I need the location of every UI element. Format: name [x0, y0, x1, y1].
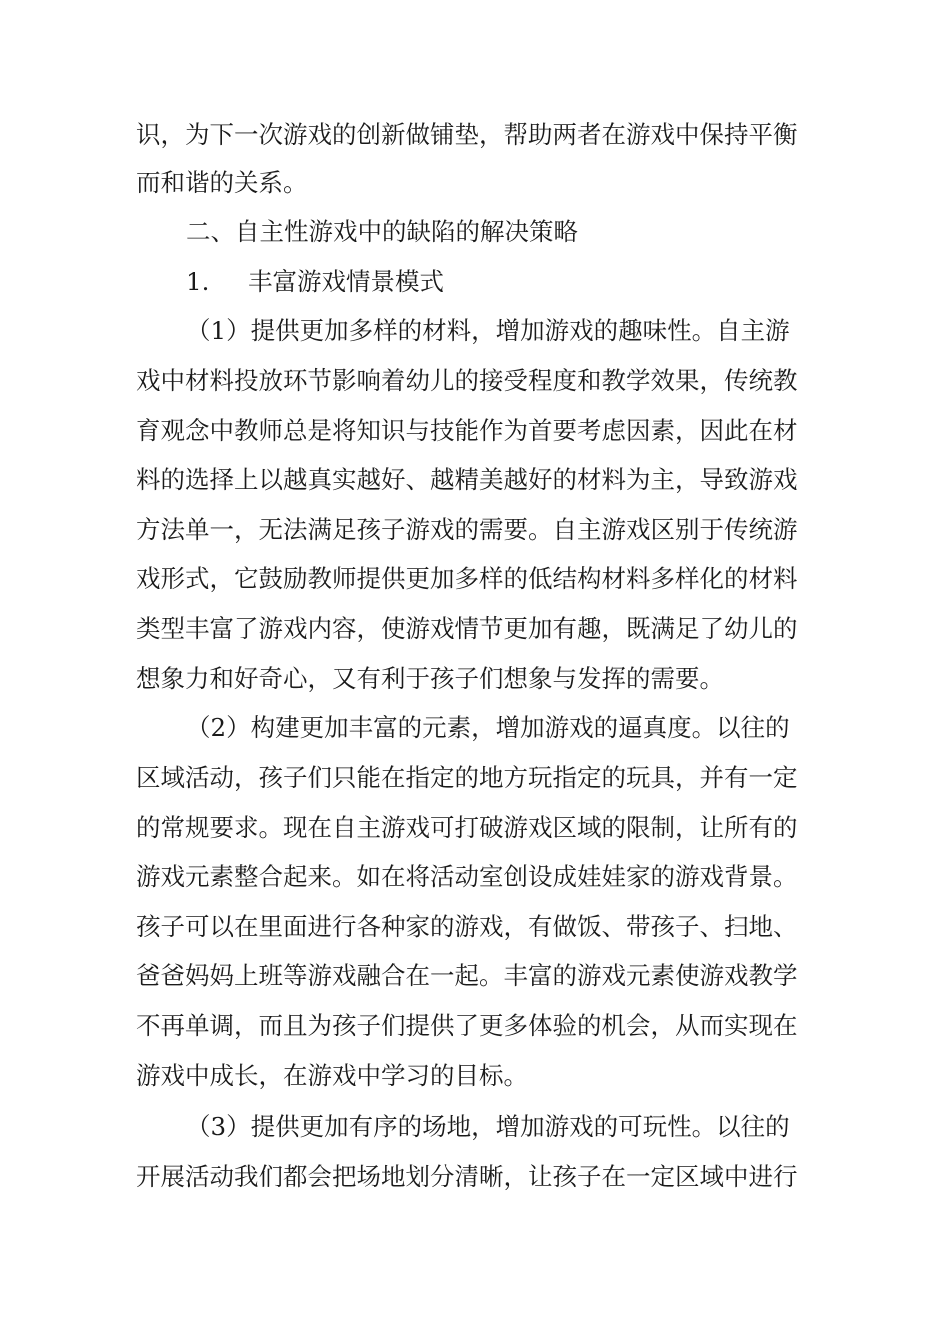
paragraph-line: 的常规要求。现在自主游戏可打破游戏区域的限制，让所有的: [136, 813, 798, 842]
paragraph-line: 方法单一，无法满足孩子游戏的需要。自主游戏区别于传统游: [136, 515, 798, 544]
subsection-heading: 丰富游戏情景模式: [248, 267, 444, 296]
paragraph-line: 而和谐的关系。: [136, 168, 308, 197]
paragraph-line: （3）提供更加有序的场地，增加游戏的可玩性。以往的: [186, 1112, 790, 1141]
paragraph-line: 育观念中教师总是将知识与技能作为首要考虑因素，因此在材: [136, 416, 798, 445]
paragraph-line: 不再单调，而且为孩子们提供了更多体验的机会，从而实现在: [136, 1011, 798, 1040]
paragraph-line: 游戏中成长，在游戏中学习的目标。: [136, 1061, 528, 1090]
paragraph-line: 类型丰富了游戏内容，使游戏情节更加有趣，既满足了幼儿的: [136, 614, 798, 643]
paragraph-line: 戏中材料投放环节影响着幼儿的接受程度和教学效果，传统教: [136, 366, 798, 395]
paragraph-line: （2）构建更加丰富的元素，增加游戏的逼真度。以往的: [186, 713, 790, 742]
paragraph-line: （1）提供更加多样的材料，增加游戏的趣味性。自主游: [186, 316, 790, 345]
paragraph-line: 识，为下一次游戏的创新做铺垫，帮助两者在游戏中保持平衡: [136, 120, 798, 149]
paragraph-line: 想象力和好奇心，又有利于孩子们想象与发挥的需要。: [136, 664, 724, 693]
list-number: 1.: [186, 267, 210, 296]
paragraph-line: 爸爸妈妈上班等游戏融合在一起。丰富的游戏元素使游戏教学: [136, 961, 798, 990]
paragraph-line: 游戏元素整合起来。如在将活动室创设成娃娃家的游戏背景。: [136, 862, 798, 891]
paragraph-line: 孩子可以在里面进行各种家的游戏，有做饭、带孩子、扫地、: [136, 912, 798, 941]
paragraph-line: 料的选择上以越真实越好、越精美越好的材料为主，导致游戏: [136, 465, 798, 494]
paragraph-line: 戏形式，它鼓励教师提供更加多样的低结构材料多样化的材料: [136, 564, 798, 593]
paragraph-line: 区域活动，孩子们只能在指定的地方玩指定的玩具，并有一定: [136, 763, 798, 792]
paragraph-line: 开展活动我们都会把场地划分清晰，让孩子在一定区域中进行: [136, 1162, 798, 1191]
section-heading: 二、自主性游戏中的缺陷的解决策略: [186, 217, 578, 246]
